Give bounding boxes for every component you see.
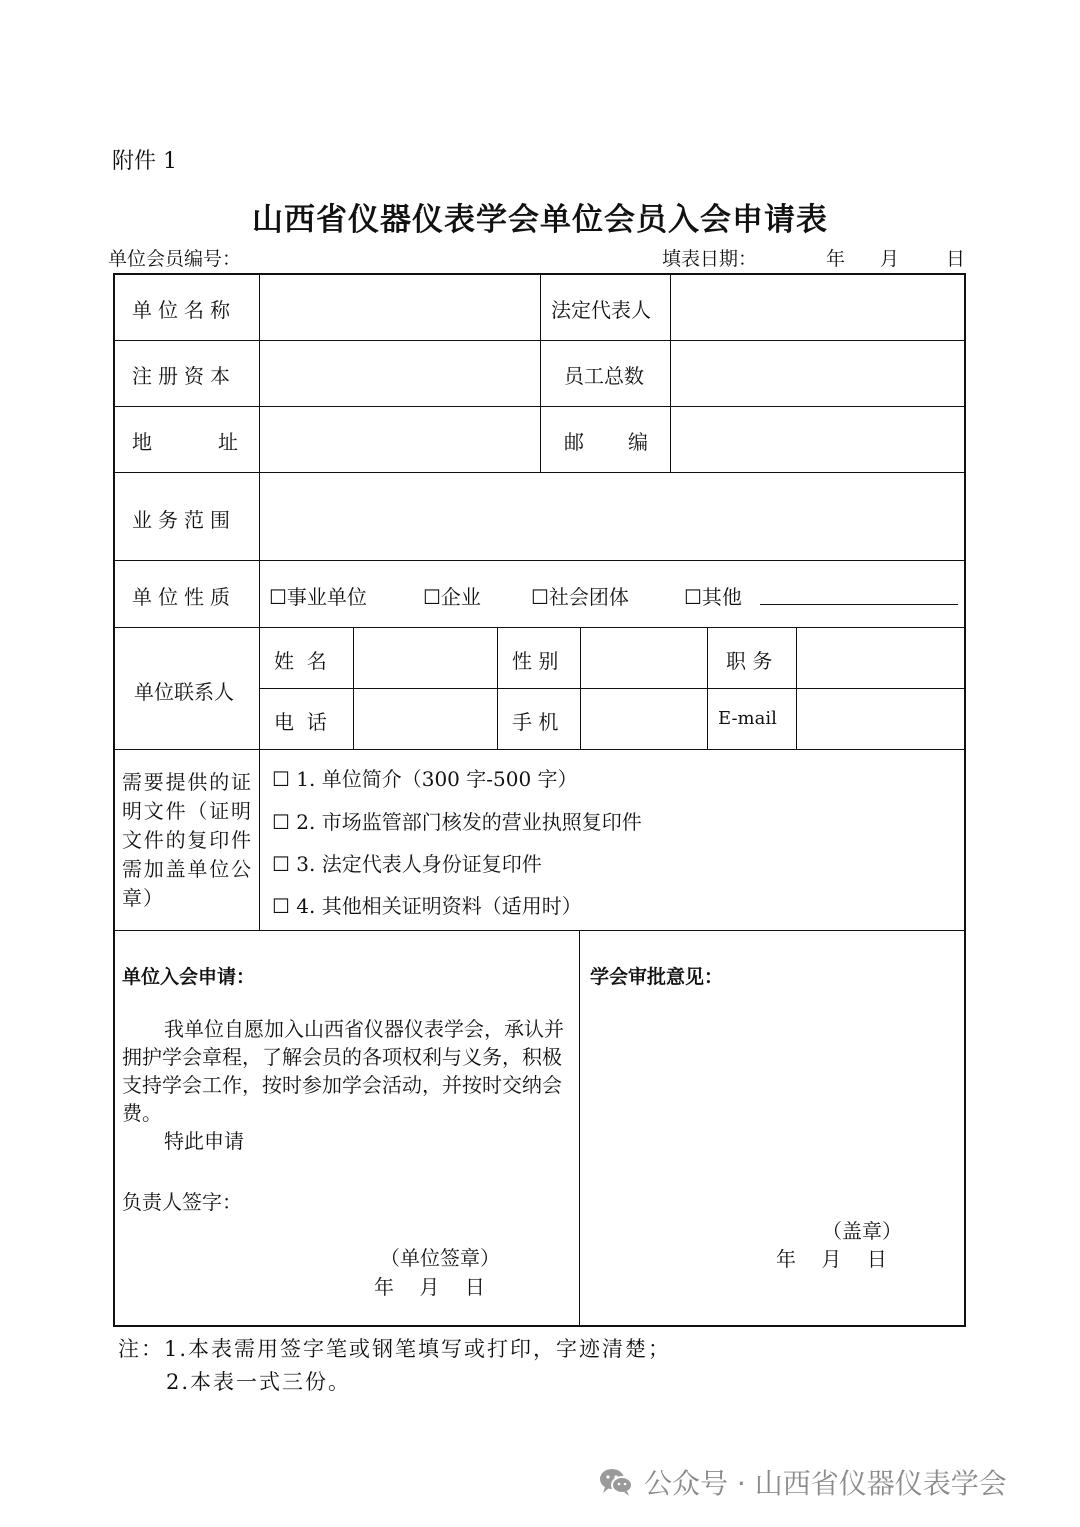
application-heading: 单位入会申请： [122,966,256,988]
unit-name-label: 单位名称 [132,298,236,322]
business-label: 业务范围 [132,508,236,532]
signer-label: 负责人签字： [122,1190,242,1214]
legal-rep-label: 法定代表人 [551,298,651,322]
row-divider [113,627,966,628]
address-field[interactable] [262,408,538,470]
attachment-label: 附件 1 [112,149,177,174]
col-divider [796,627,797,749]
approval-date: 年 月 日 [776,1247,887,1271]
contact-phone-field[interactable] [356,691,495,747]
contact-gender-field[interactable] [583,630,705,686]
row-divider [259,688,966,689]
contact-name-field[interactable] [356,630,495,686]
nature-label: 单位性质 [132,585,236,609]
contact-email-label: E-mail [718,708,777,729]
form-title: 山西省仪器仪表学会单位会员入会申请表 [252,202,828,238]
postcode-field[interactable] [673,408,963,470]
approval-heading: 学会审批意见： [590,966,724,988]
document-item-license[interactable]: ☐ 2. 市场监管部门核发的营业执照复印件 [272,810,642,834]
business-field[interactable] [262,474,963,558]
nature-option-institution[interactable]: ☐事业单位 [269,585,367,609]
contact-phone-label: 电 话 [274,710,327,734]
col-divider [580,627,581,749]
member-no-label: 单位会员编号： [108,248,242,270]
postcode-label-second: 编 [628,430,648,454]
unit-seal-label: （单位签章） [380,1246,500,1270]
row-divider [113,930,966,931]
col-divider [670,273,671,472]
unit-name-field[interactable] [262,276,538,338]
contact-name-label: 姓 名 [274,649,327,673]
row-divider [113,749,966,750]
document-item-intro[interactable]: ☐ 1. 单位简介（300 字-500 字） [272,767,578,791]
note-line-2: 2.本表一式三份。 [166,1370,352,1394]
fill-date-label: 填表日期： [662,248,758,270]
application-date: 年 月 日 [374,1275,485,1299]
address-label-second: 址 [218,430,238,454]
wechat-watermark [598,1462,1007,1502]
approval-seal-label: （盖章） [822,1219,902,1243]
contact-position-label: 职 务 [726,649,773,673]
fill-date-year: 年 [826,248,846,270]
watermark-text: 公众号 · 山西省仪器仪表学会 [644,1467,1007,1500]
col-divider [707,627,708,749]
contact-position-field[interactable] [799,630,963,686]
address-label-first: 地 [132,430,152,454]
postcode-label-first: 邮 [564,430,584,454]
staff-label: 员工总数 [564,364,644,388]
nature-option-social-group[interactable]: ☐社会团体 [531,585,629,609]
document-item-other[interactable]: ☐ 4. 其他相关证明资料（适用时） [272,894,582,918]
document-item-id-card[interactable]: ☐ 3. 法定代表人身份证复印件 [272,852,542,876]
row-divider [113,472,966,473]
application-closing: 特此申请 [164,1129,244,1153]
wechat-icon [598,1467,634,1497]
col-divider [497,627,498,749]
application-body: 我单位自愿加入山西省仪器仪表学会，承认并拥护学会章程，了解会员的各项权利与义务，积极支持学会工作，按时参加学会活动，并按时交纳会费。 [122,1017,564,1125]
fill-date-month: 月 [880,248,900,270]
contact-gender-label: 性 别 [512,649,559,673]
contact-email-field[interactable] [799,691,963,747]
application-body-block [122,1015,574,1155]
contact-mobile-label: 手 机 [512,710,559,734]
capital-field[interactable] [262,342,538,404]
col-divider [579,930,580,1327]
capital-label: 注册资本 [132,364,236,388]
fill-date-day: 日 [946,248,966,270]
nature-option-other[interactable]: ☐其他 [684,585,742,609]
staff-field[interactable] [673,342,963,404]
legal-rep-field[interactable] [673,276,963,338]
note-line-1: 注：1.本表需用签字笔或钢笔填写或打印，字迹清楚； [118,1337,672,1361]
documents-label: 需要提供的证明文件（证明文件的复印件需加盖单位公章） [122,770,252,910]
contact-mobile-field[interactable] [583,691,705,747]
nature-other-underline[interactable] [760,604,958,605]
notes [118,1333,671,1399]
contact-label: 单位联系人 [134,680,234,704]
row-divider [113,560,966,561]
col-divider [353,627,354,749]
nature-option-enterprise[interactable]: ☐企业 [423,585,481,609]
col-divider [540,273,541,472]
col-divider [259,273,260,930]
